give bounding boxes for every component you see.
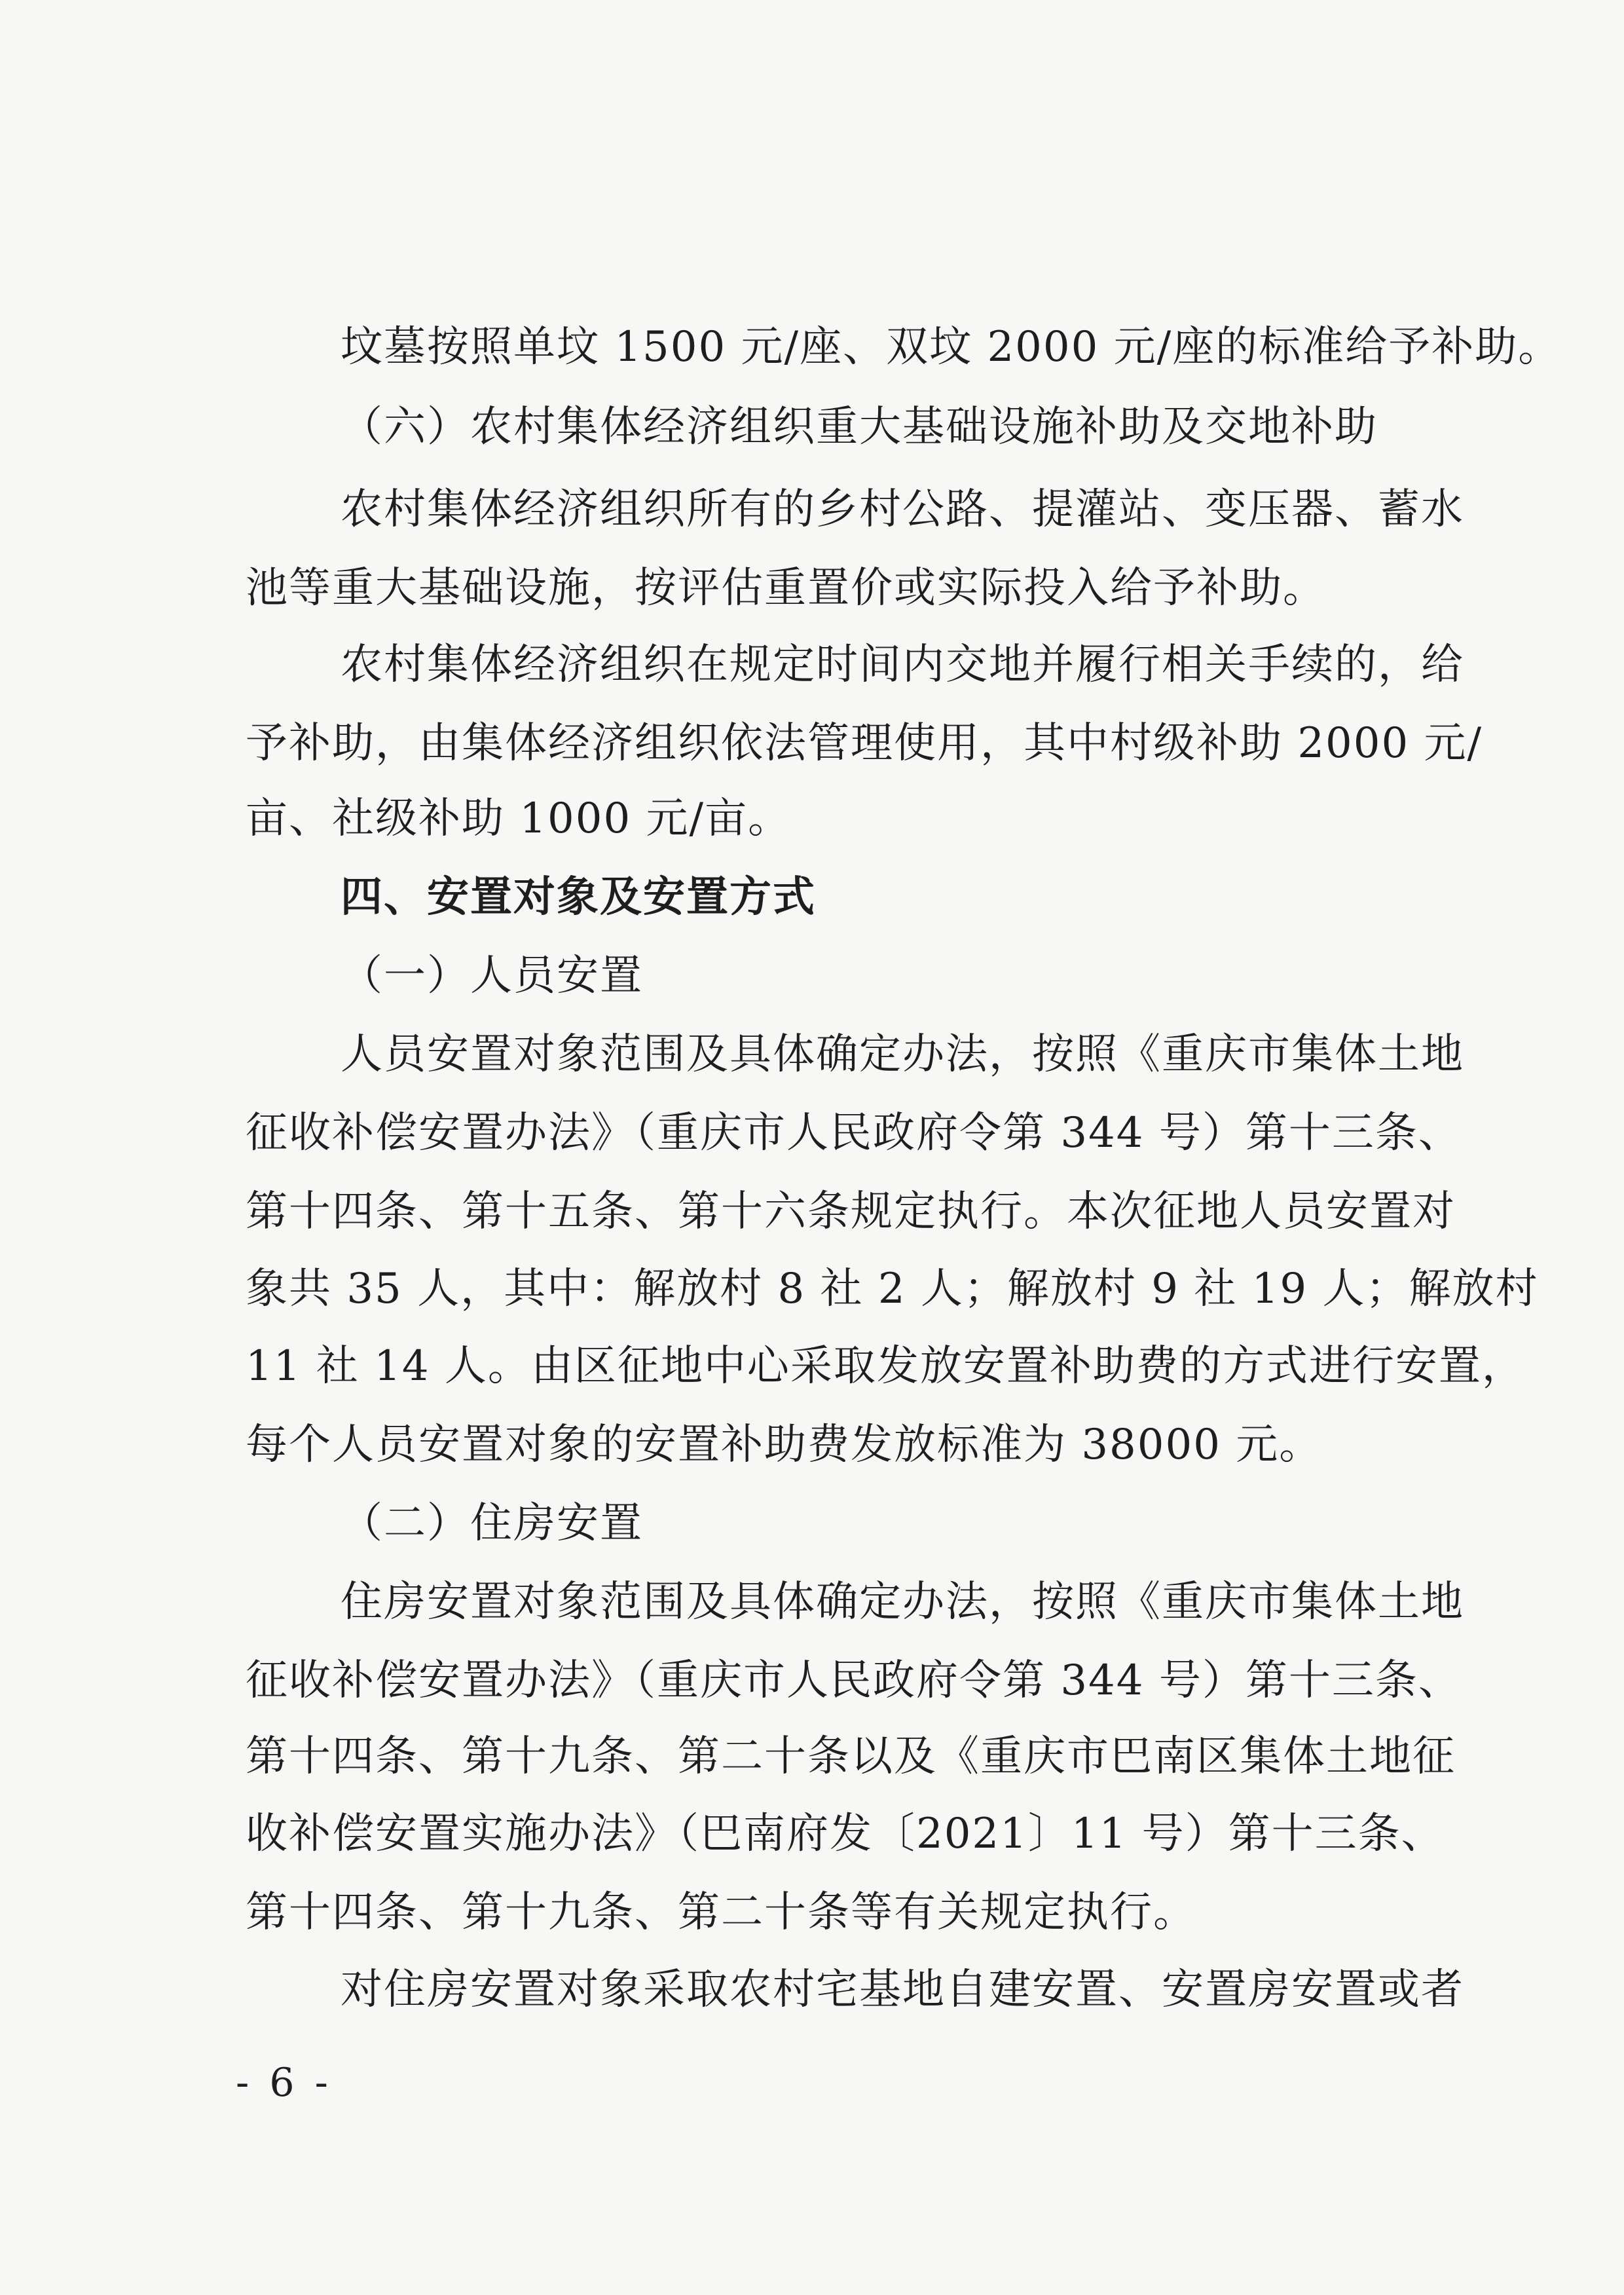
section-heading-infrastructure-subsidy: （六）农村集体经济组织重大基础设施补助及交地补助 (341, 403, 1378, 451)
section-heading-resettlement: 四、安置对象及安置方式 (341, 873, 816, 922)
paragraph-line: 收补偿安置实施办法》（巴南府发〔2021〕11 号）第十三条、 (246, 1810, 1445, 1858)
page-number: - 6 - (236, 2060, 332, 2106)
paragraph-line: 人员安置对象范围及具体确定办法，按照《重庆市集体土地 (341, 1030, 1464, 1079)
paragraph-line: 第十四条、第十五条、第十六条规定执行。本次征地人员安置对 (246, 1187, 1456, 1236)
paragraph-line: 每个人员安置对象的安置补助费发放标准为 38000 元。 (246, 1421, 1323, 1469)
subsection-heading-personnel: （一）人员安置 (341, 952, 643, 1000)
paragraph-line: 予补助，由集体经济组织依法管理使用，其中村级补助 2000 元/ (246, 719, 1483, 768)
paragraph-line-tomb-subsidy: 坟墓按照单坟 1500 元/座、双坟 2000 元/座的标准给予补助。 (341, 323, 1562, 371)
paragraph-line: 农村集体经济组织在规定时间内交地并履行相关手续的，给 (341, 641, 1464, 689)
paragraph-line: 第十四条、第十九条、第二十条以及《重庆市巴南区集体土地征 (246, 1732, 1456, 1781)
paragraph-line: 住房安置对象范围及具体确定办法，按照《重庆市集体土地 (341, 1578, 1464, 1626)
subsection-heading-housing: （二）住房安置 (341, 1499, 643, 1548)
paragraph-line: 农村集体经济组织所有的乡村公路、提灌站、变压器、蓄水 (341, 485, 1464, 534)
paragraph-line: 征收补偿安置办法》（重庆市人民政府令第 344 号）第十三条、 (246, 1656, 1462, 1705)
paragraph-line: 池等重大基础设施，按评估重置价或实际投入给予补助。 (246, 564, 1326, 612)
paragraph-line: 对住房安置对象采取农村宅基地自建安置、安置房安置或者 (341, 1966, 1464, 2014)
paragraph-line: 象共 35 人，其中：解放村 8 社 2 人；解放村 9 社 19 人；解放村 (246, 1265, 1539, 1313)
paragraph-line: 第十四条、第十九条、第二十条等有关规定执行。 (246, 1888, 1196, 1937)
paragraph-line: 征收补偿安置办法》（重庆市人民政府令第 344 号）第十三条、 (246, 1109, 1462, 1157)
paragraph-line: 亩、社级补助 1000 元/亩。 (246, 794, 792, 843)
paragraph-line: 11 社 14 人。由区征地中心采取发放安置补助费的方式进行安置， (246, 1342, 1525, 1390)
